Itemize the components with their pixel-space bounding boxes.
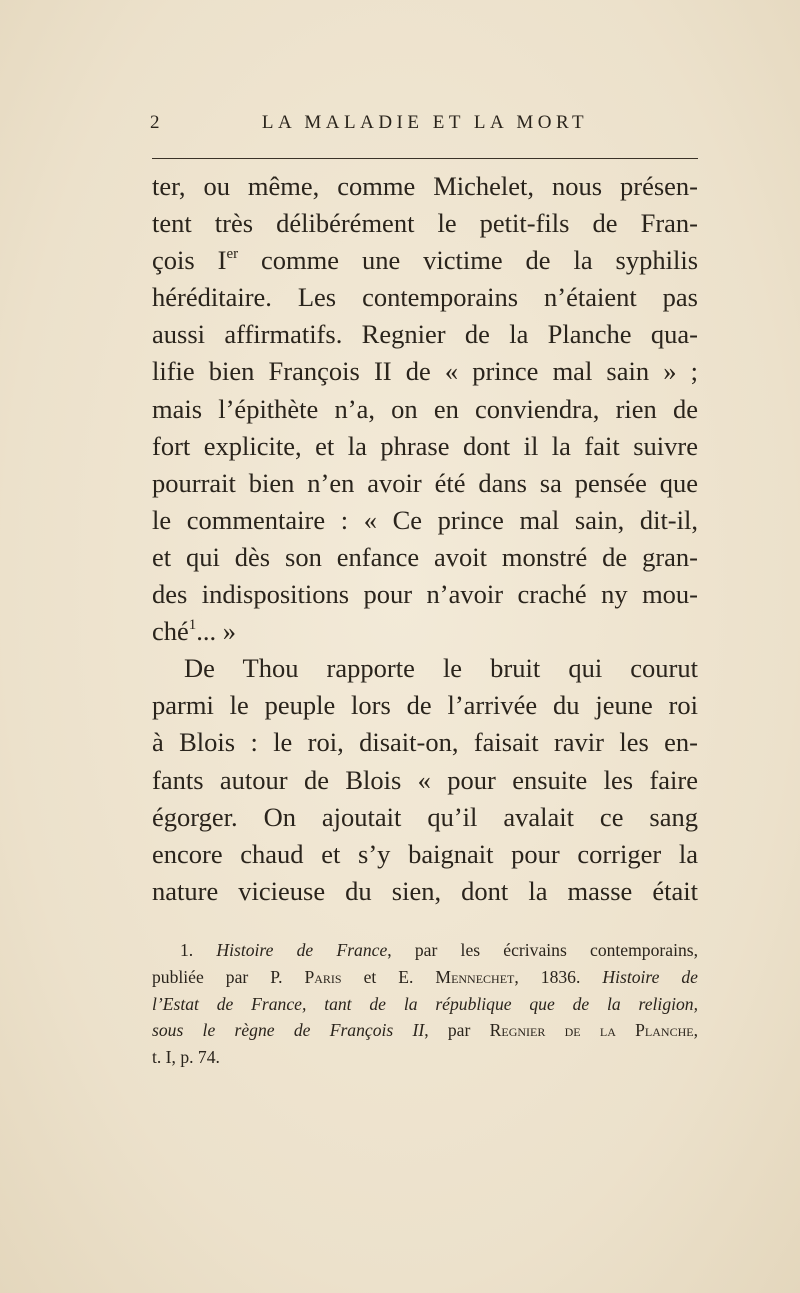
footnote-line: sous le règne de François II, par Regnier de la Planche,: [152, 1020, 698, 1041]
page-header: [150, 112, 700, 142]
footnote-line: t. I, p. 74.: [152, 1047, 220, 1068]
text-line: aussi affirmatifs. Regnier de la Planche qua-: [152, 319, 698, 350]
text-line: ter, ou même, comme Michelet, nous présen-: [152, 171, 698, 201]
superscript-er: er: [226, 246, 239, 263]
footnote-line: 1. Histoire de France, par les écrivains contemporains,: [180, 940, 698, 960]
text-line: et qui dès son enfance avoit monstré de gran-: [152, 541, 698, 572]
text-line: des indispositions pour n’avoir craché ny mou-: [152, 579, 698, 610]
footnote-line: publiée par P. Paris et E. Mennechet, 1836. Histoire de: [152, 966, 698, 987]
main-text: [152, 168, 698, 910]
text-line: çois Ier comme une victime de la syphilis: [152, 245, 699, 276]
header-rule: [152, 158, 698, 159]
text-line: tent très délibérément le petit-fils de Fran-: [152, 208, 698, 239]
text-line: pourrait bien n’en avoir été dans sa pensée que: [152, 467, 698, 498]
page-number: 2: [150, 112, 164, 133]
text-line: De Thou rapporte le bruit qui courut: [184, 653, 698, 684]
text-line: fort explicite, et la phrase dont il la fait suivre: [152, 430, 698, 461]
footnote-ref: 1: [188, 617, 197, 634]
text-line: égorger. On ajoutait qu’il avalait ce sang: [152, 801, 698, 832]
text-line: ché$^1$... »: [152, 616, 237, 647]
text-line: le commentaire : « Ce prince mal sain, dit-il,: [152, 504, 698, 535]
text-line: lifie bien François II de « prince mal sain » ;: [152, 356, 698, 387]
text-line: encore chaud et s’y baignait pour corriger la: [152, 838, 698, 869]
text-line: mais l’épithète n’a, on en conviendra, rien de: [152, 393, 698, 424]
text-line: nature vicieuse du sien, dont la masse était: [152, 875, 698, 906]
text-line: parmi le peuple lors de l’arrivée du jeune roi: [152, 690, 698, 721]
footnote-line: l’Estat de France, tant de la république que de la religion,: [152, 993, 698, 1014]
text-line: héréditaire. Les contemporains n’étaient pas: [152, 282, 698, 313]
footnote: [152, 937, 698, 1071]
text-line: fants autour de Blois « pour ensuite les faire: [152, 764, 698, 795]
running-head: LA MALADIE ET LA MORT: [261, 112, 589, 133]
text-line: à Blois : le roi, disait-on, faisait ravir les en-: [152, 727, 698, 758]
